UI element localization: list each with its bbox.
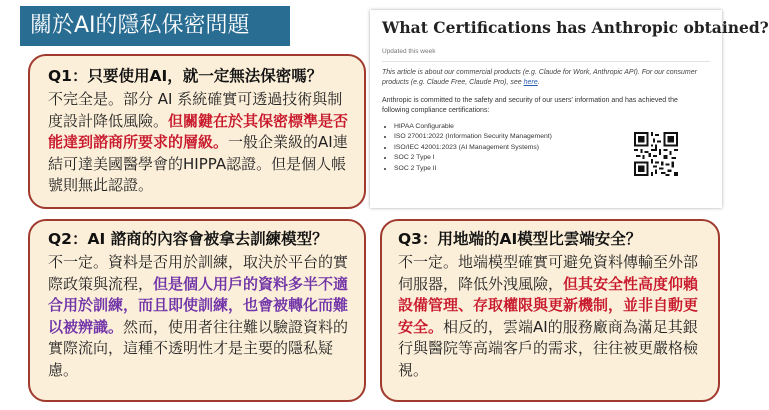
here-link[interactable]: here: [523, 79, 538, 86]
q1-card: [28, 54, 366, 209]
screenshot-updated: Updated this week: [382, 48, 436, 55]
q1-body: [48, 89, 352, 197]
scope-note-end: .: [537, 79, 540, 86]
certification-item: • ISO/IEC 42001:2023 (AI Management Systems): [394, 143, 710, 153]
certification-item: • HIPAA Configurable: [394, 122, 710, 132]
screenshot-title: What Certifications has Anthropic obtained?: [382, 18, 769, 37]
q2-body-text-2: 然而，使用者往往難以驗證資料的實際流向，這種不透明性才是主要的隱私疑慮。: [48, 317, 349, 379]
q3-card: [380, 219, 720, 402]
q2-body: [48, 252, 352, 381]
certification-item: • SOC 2 Type I: [394, 153, 710, 163]
q3-body-highlight: 但其安全性高度仰賴設備管理、存取權限與更新機制，並非自動更安全。: [398, 274, 699, 336]
q2-title: Q2：AI 諮商的內容會被拿去訓練模型？: [48, 230, 328, 248]
anthropic-certifications-screenshot: [370, 10, 769, 208]
q3-body-text-2: 相反的，雲端AI的服務廠商為滿足其銀行與醫院等高端客戶的需求，往往被更嚴格檢視。: [398, 317, 699, 379]
q3-body: [398, 252, 708, 381]
certification-item: • SOC 2 Type II: [394, 164, 710, 174]
q1-title: Q1：只要使用AI，就一定無法保密嗎？: [48, 67, 323, 85]
q2-body-text: 不一定。資料是否用於訓練，取決於平台的實際政策與流程，: [48, 253, 349, 293]
certification-item: • ISO 27001:2022 (Information Security Management): [394, 132, 710, 142]
screenshot-scope-note: [382, 68, 710, 88]
q2-card: [28, 219, 366, 402]
scope-note-text: This article is about our commercial products (e.g. Claude for Work, Anthropic API). For our consumer products (e.g. Claude Free, Claude Pro), see: [382, 69, 697, 86]
q1-body-highlight: 但關鍵在於其保密標準是否能達到諮商所要求的層級。: [48, 111, 349, 151]
q1-body-text-2: 一般企業級的AI連結可達美國醫學會的HIPPA認證。但是個人帳號則無此認證。: [48, 133, 348, 194]
screenshot-paragraph: Anthropic is committed to the safety and security of our users' information and has achieved the following compliance certifications:: [382, 97, 678, 114]
q1-body-text: 不完全是。部分 AI 系統確實可透過技術與制度設計降低風險。: [48, 90, 343, 130]
q2-body-highlight: 但是個人用戶的資料多半不適合用於訓練，而且即使訓練，也會被轉化而難以被辨識。: [48, 274, 349, 336]
page-title: 關於AI的隱私保密問題: [20, 6, 290, 46]
q3-title: Q3：用地端的AI模型比雲端安全？: [398, 230, 642, 248]
screenshot-divider: [382, 61, 710, 62]
qr-code-icon: [634, 132, 678, 176]
q3-body-text: 不一定。地端模型確實可避免資料傳輸至外部伺服器，降低外洩風險，: [398, 253, 699, 293]
